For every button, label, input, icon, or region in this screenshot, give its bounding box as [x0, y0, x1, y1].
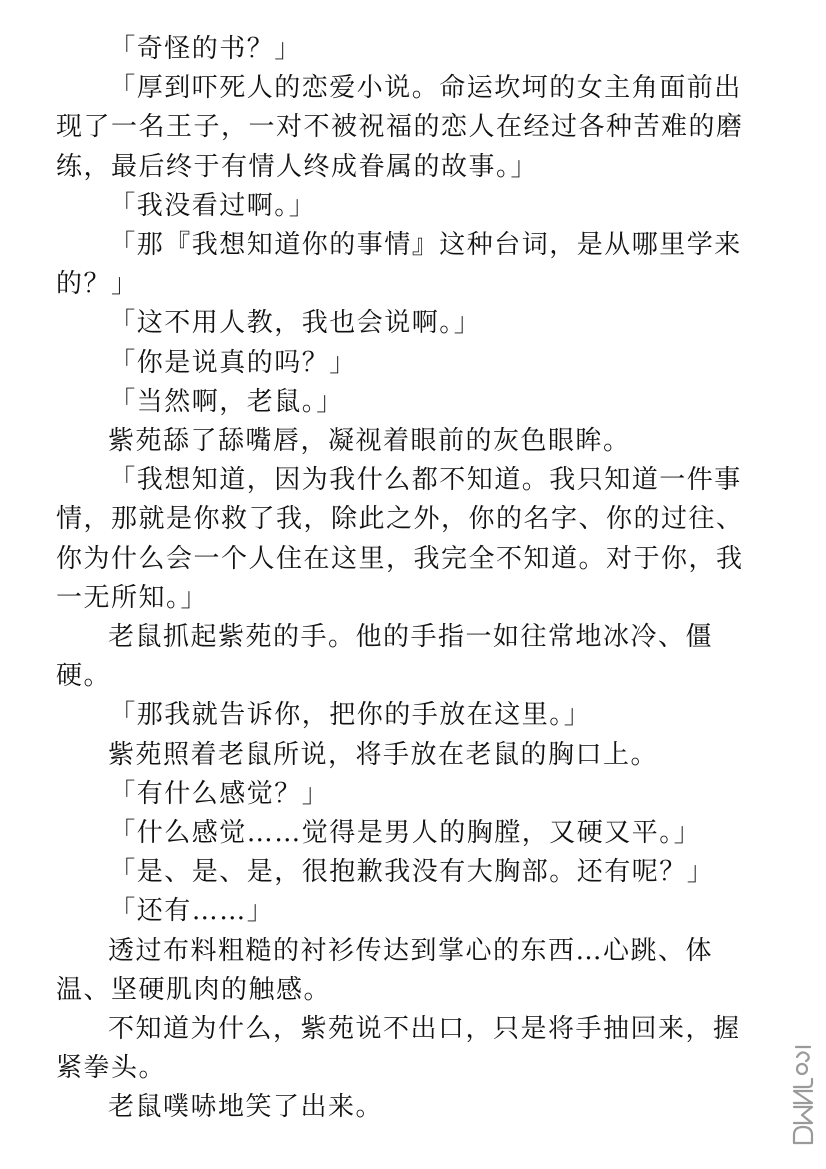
- paragraph-4: 「那『我想知道你的事情』这种台词，是从哪里学来的？」: [56, 230, 742, 300]
- paragraph-19: 老鼠噗哧地笑了出来。: [108, 1092, 384, 1123]
- paragraph-3: 「我没看过啊。」: [109, 190, 317, 221]
- paragraph-15: 「是、是、是，很抱歉我没有大胸部。还有呢？」: [109, 857, 715, 888]
- paragraph-9: 「我想知道，因为我什么都不知道。我只知道一件事情，那就是你救了我，除此之外，你的名字、你的过往、你为什么会一个人住在这里，我完全不知道。对于你，我一无所知。」: [56, 465, 744, 613]
- paragraph-2: 「厚到吓死人的恋爱小说。命运坎坷的女主角面前出现了一名王子，一对不被祝福的恋人在经过各种苦难的磨练，最后终于有情人终成眷属的故事。」: [56, 73, 744, 182]
- paragraph-14: 「什么感觉……觉得是男人的胸膛，又硬又平。」: [109, 818, 702, 849]
- paragraph-18: 不知道为什么，紫苑说不出口，只是将手抽回来，握紧拳头。: [56, 1014, 741, 1084]
- dmzj-logo-watermark: [788, 1039, 818, 1151]
- paragraph-8: 紫苑舔了舔嘴唇，凝视着眼前的灰色眼眸。: [108, 426, 631, 457]
- document-page: [56, 30, 756, 1128]
- paragraph-11: 「那我就告诉你，把你的手放在这里。」: [109, 700, 592, 731]
- paragraph-12: 紫苑照着老鼠所说，将手放在老鼠的胸口上。: [108, 739, 659, 770]
- paragraph-17: 透过布料粗糙的衬衫传达到掌心的东西…心跳、体温、坚硬肌肉的触感。: [56, 935, 714, 1005]
- paragraph-10: 老鼠抓起紫苑的手。他的手指一如往常地冰冷、僵硬。: [56, 622, 714, 692]
- paragraph-13: 「有什么感觉？」: [109, 778, 330, 809]
- paragraph-16: 「还有……」: [109, 896, 275, 927]
- paragraph-7: 「当然啊，老鼠。」: [109, 386, 344, 417]
- watermark-logo-icon: [788, 1039, 818, 1151]
- paragraph-6: 「你是说真的吗？」: [109, 347, 357, 378]
- paragraph-5: 「这不用人教，我也会说啊。」: [109, 308, 482, 339]
- paragraph-1: 「奇怪的书？」: [109, 34, 302, 64]
